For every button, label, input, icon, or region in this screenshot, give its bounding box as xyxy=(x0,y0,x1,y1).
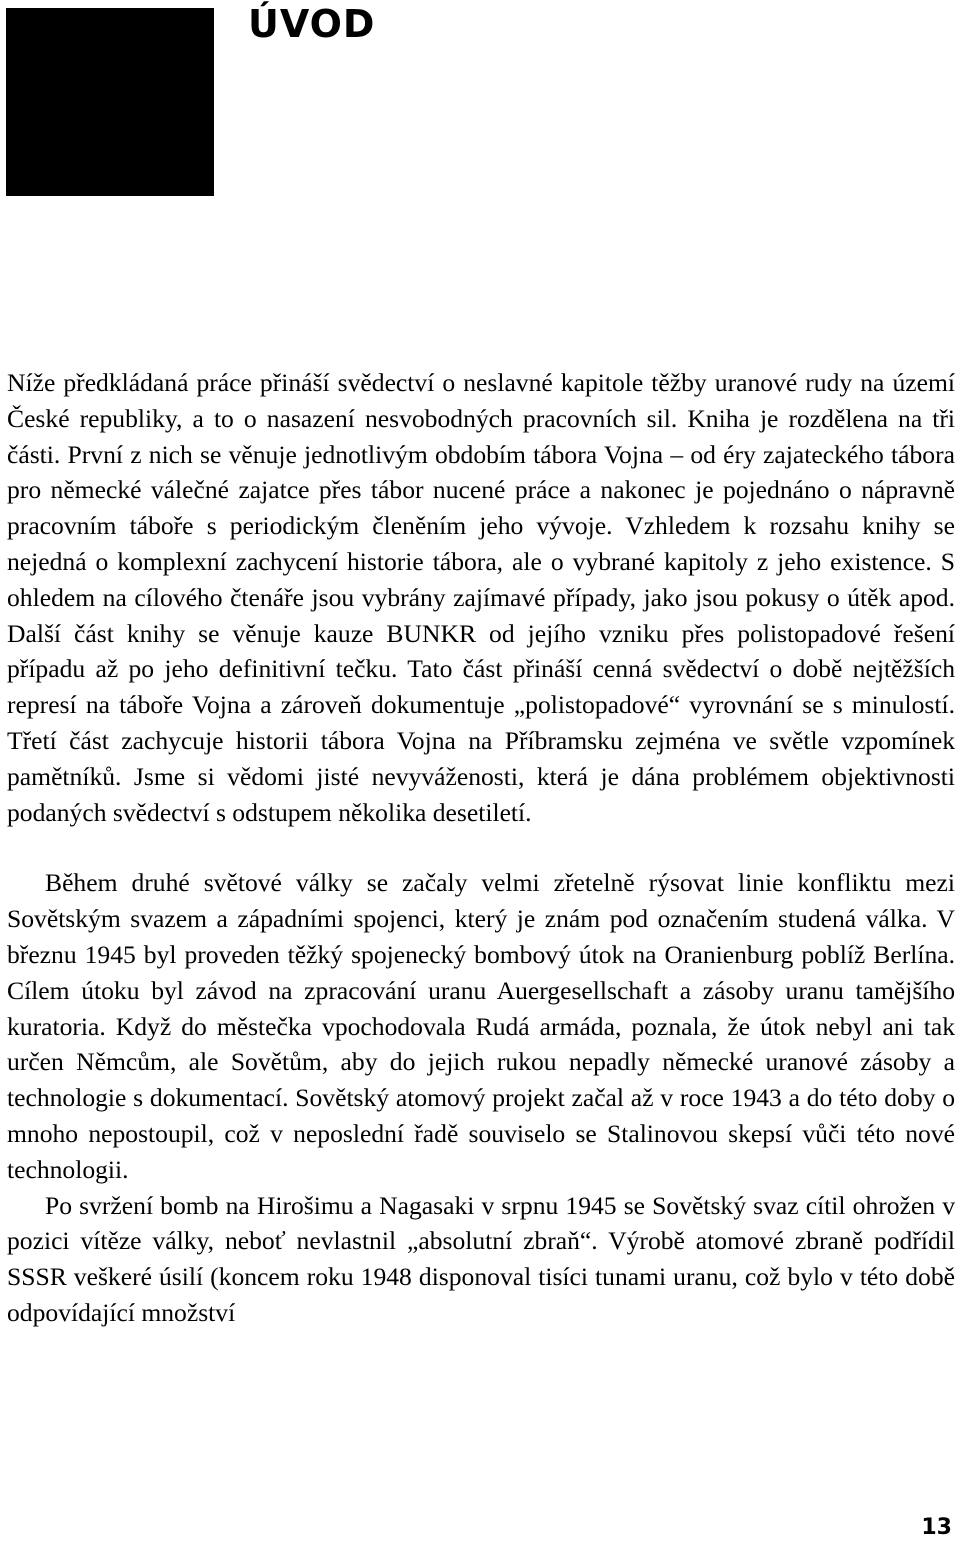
paragraph-cold-war: Během druhé světové války se začaly velmi zřetelně rýsovat linie konfliktu mezi Sovětským svazem a západními spojenci, který je znám pod označením studená válka. V březnu 1945 byl proveden těžký spojenecký bombový útok na Oranienburg poblíž Berlína. Cílem útoku byl závod na zpracování uranu Auergesellschaft a zásoby uranu tamějšího kuratoria. Když do městečka vpochodovala Rudá armáda, poznala, že útok nebyl ani tak určen Němcům, ale Sovětům, aby do jejich rukou nepadly německé uranové zásoby a technologie s dokumentací. Sovětský atomový projekt začal až v roce 1943 a do této doby o mnoho nepostoupil, což v neposlední řadě souviselo se Stalinovou skepsí vůči této nové technologii. xyxy=(7,868,955,1184)
body-text xyxy=(7,365,955,1331)
paragraph-atomic: Po svržení bomb na Hirošimu a Nagasaki v srpnu 1945 se Sovětský svaz cítil ohrožen v pozici vítěze války, neboť nevlastnil „absolutní zbraň“. Výrobě atomové zbraně podřídil SSSR veškeré úsilí (koncem roku 1948 disponoval tisíci tunami uranu, což bylo v této době odpovídající množství xyxy=(7,1190,955,1327)
chapter-black-block xyxy=(6,8,214,196)
paragraph-intro: Níže předkládaná práce přináší svědectví o neslavné kapitole těžby uranové rudy na území České republiky, a to o nasazení nesvobodných pracovních sil. Kniha je rozdělena na tři části. První z nich se věnuje jednotlivým obdobím tábora Vojna – od éry zajateckého tábora pro německé válečné zajatce přes tábor nucené práce a nakonec je pojednáno o nápravně pracovním táboře s periodickým členěním jeho vývoje. Vzhledem k rozsahu knihy se nejedná o komplexní zachycení historie tábora, ale o vybrané kapitoly z jeho existence. S ohledem na cílového čtenáře jsou vybrány zajímavé případy, jako jsou pokusy o útěk apod. Další část knihy se věnuje kauze BUNKR od jejího vzniku přes polistopadové řešení případu až po jeho definitivní tečku. Tato část přináší cenná svědectví o době nejtěžších represí na táboře Vojna a zároveň dokumentuje „polistopadové“ vyrovnání se s minulostí. Třetí část zachycuje historii tábora Vojna na Příbramsku zejména ve světle vzpomínek pamětníků. Jsme si vědomi jisté nevyváženosti, která je dána problémem objektivnosti podaných svědectví s odstupem několika desetiletí. xyxy=(7,368,955,827)
chapter-title: ÚVOD xyxy=(248,2,376,46)
page-number: 13 xyxy=(921,1515,952,1540)
